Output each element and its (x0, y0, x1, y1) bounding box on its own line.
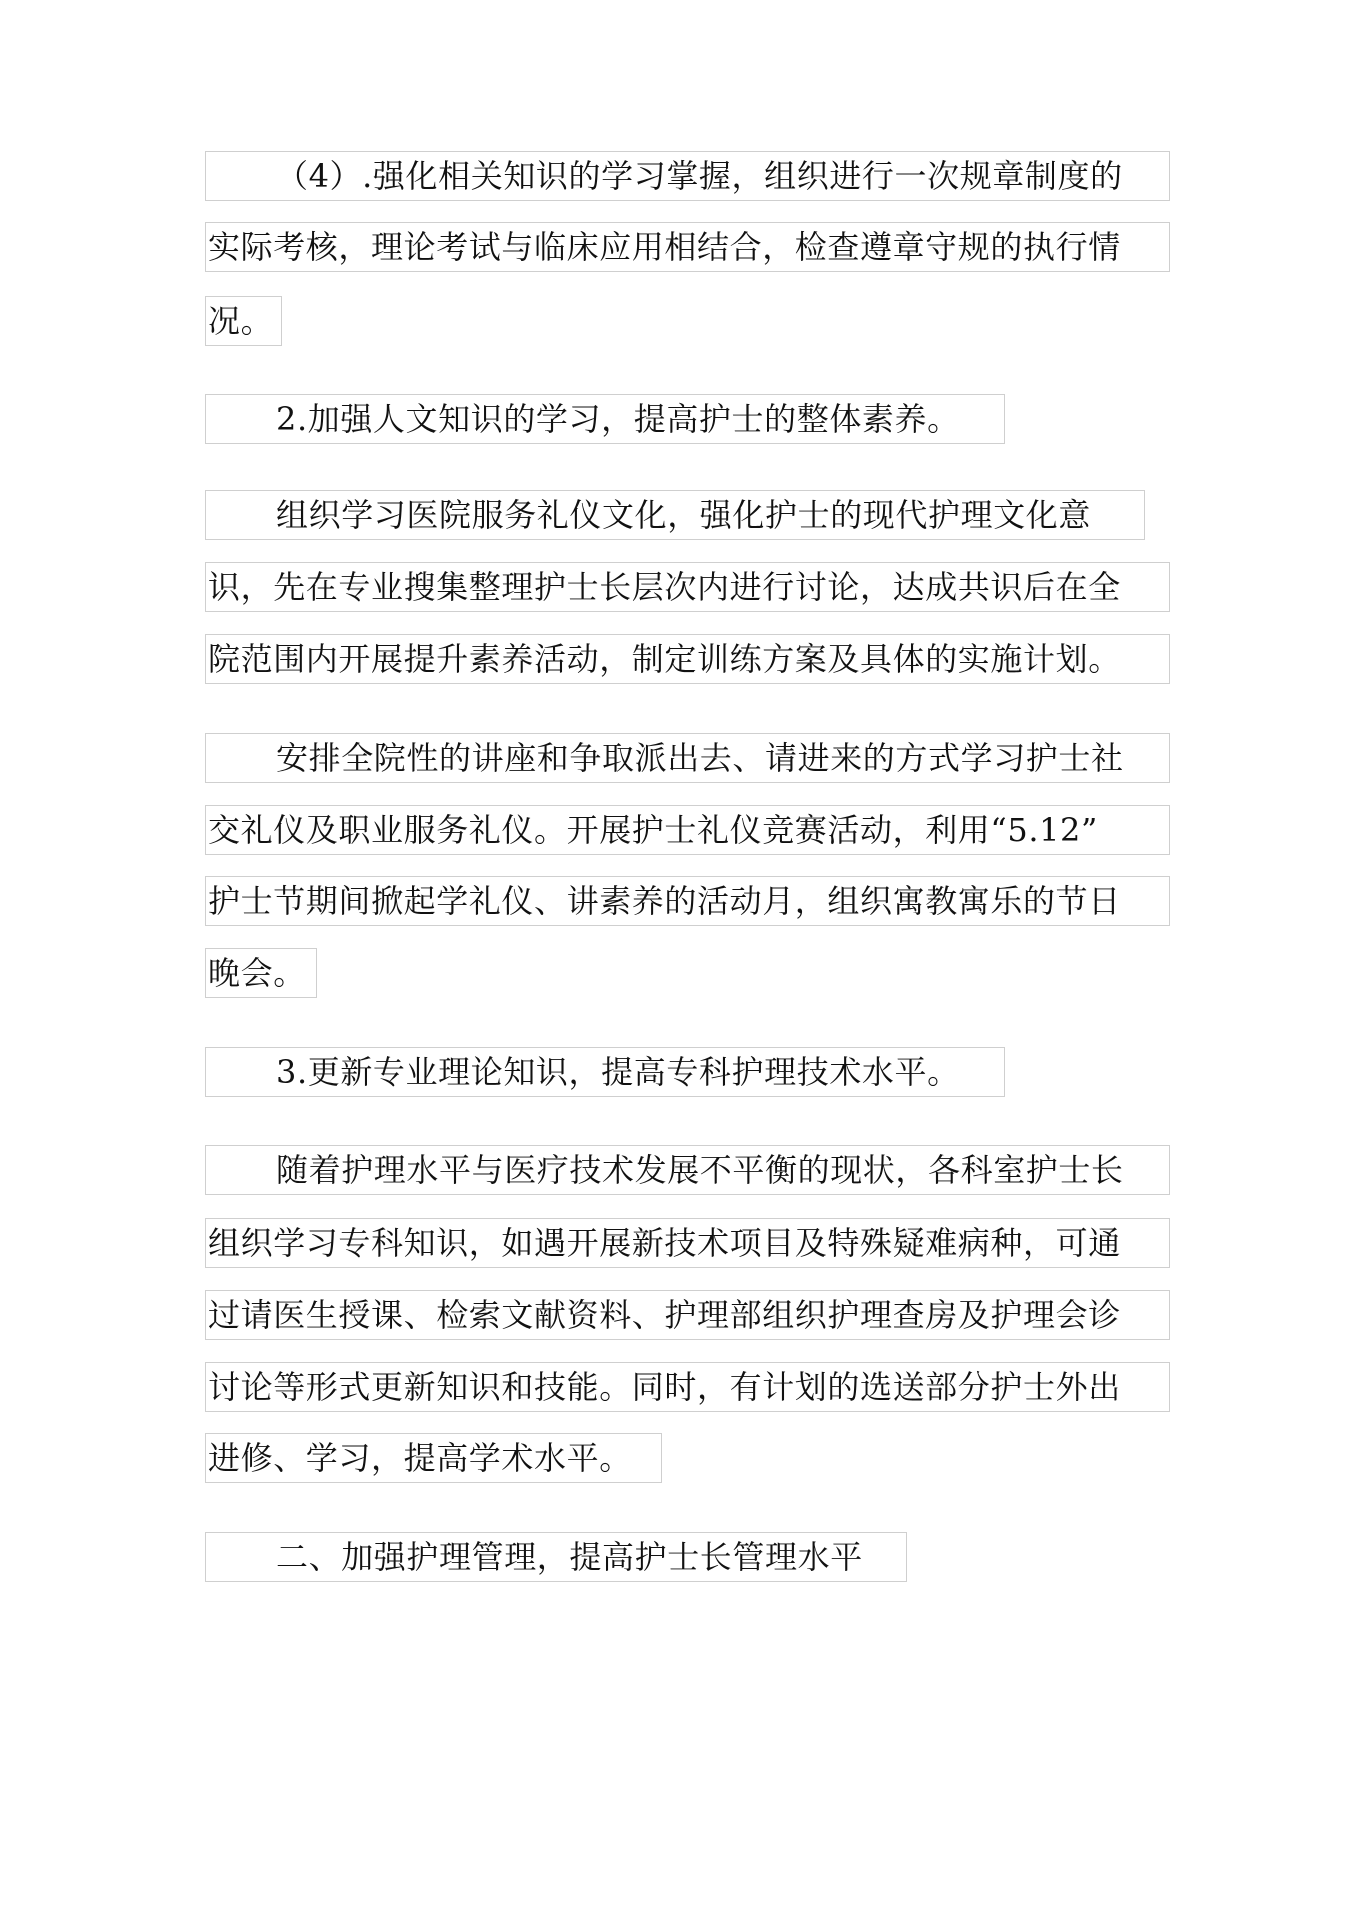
text-line-15: 过请医生授课、检索文献资料、护理部组织护理查房及护理会诊 (205, 1290, 1170, 1340)
text-line-9: 交礼仪及职业服务礼仪。开展护士礼仪竞赛活动，利用“5.12” (205, 805, 1170, 855)
text-line-6: 识，先在专业搜集整理护士长层次内进行讨论，达成共识后在全 (205, 562, 1170, 612)
text-line-11: 晚会。 (205, 948, 317, 998)
text-line-7: 院范围内开展提升素养活动，制定训练方案及具体的实施计划。 (205, 634, 1170, 684)
text-line-1: （4）.强化相关知识的学习掌握，组织进行一次规章制度的 (205, 151, 1170, 201)
text-line-5: 组织学习医院服务礼仪文化，强化护士的现代护理文化意 (205, 490, 1145, 540)
text-line-2: 实际考核，理论考试与临床应用相结合，检查遵章守规的执行情 (205, 222, 1170, 272)
text-line-8: 安排全院性的讲座和争取派出去、请进来的方式学习护士社 (205, 733, 1170, 783)
text-line-12: 3.更新专业理论知识，提高专科护理技术水平。 (205, 1047, 1005, 1097)
text-line-13: 随着护理水平与医疗技术发展不平衡的现状，各科室护士长 (205, 1145, 1170, 1195)
text-line-18: 二、加强护理管理，提高护士长管理水平 (205, 1532, 907, 1582)
text-line-14: 组织学习专科知识，如遇开展新技术项目及特殊疑难病种，可通 (205, 1218, 1170, 1268)
text-line-10: 护士节期间掀起学礼仪、讲素养的活动月，组织寓教寓乐的节日 (205, 876, 1170, 926)
text-line-4: 2.加强人文知识的学习，提高护士的整体素养。 (205, 394, 1005, 444)
text-line-17: 进修、学习，提高学术水平。 (205, 1433, 662, 1483)
text-line-16: 讨论等形式更新知识和技能。同时，有计划的选送部分护士外出 (205, 1362, 1170, 1412)
text-line-3: 况。 (205, 296, 282, 346)
